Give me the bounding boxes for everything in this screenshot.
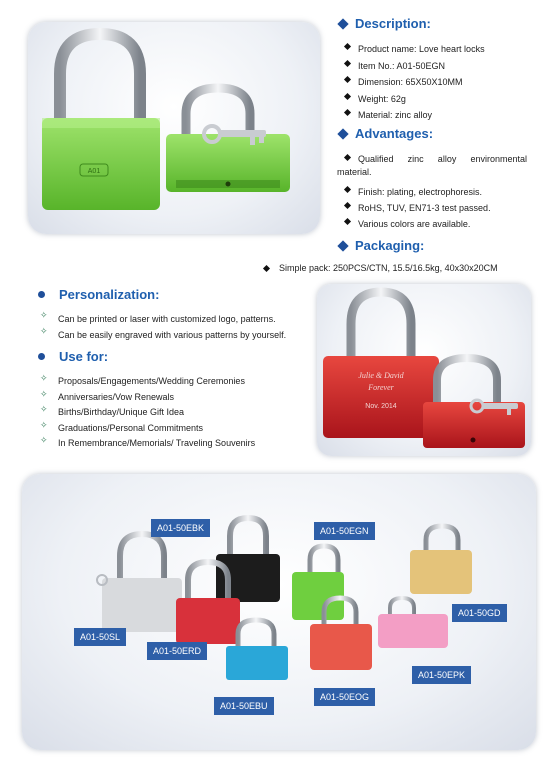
diamond-bullet-icon: [337, 240, 348, 251]
lock-logo: A01: [87, 168, 101, 175]
advantages-heading: Advantages:: [339, 126, 433, 141]
personalization-heading: Personalization:: [38, 287, 159, 302]
list-item: Weight: 62g: [345, 91, 545, 108]
red-lock-illustration: [317, 284, 531, 456]
sparkle-icon: ✧: [40, 435, 48, 445]
list-item: ✧ Anniversaries/Vow Renewals: [40, 388, 175, 402]
advantage-item-1: Qualified zinc alloy environmental: [345, 152, 527, 166]
diamond-bullet-icon: [337, 18, 348, 29]
bullet-icon: [344, 154, 351, 161]
list-item: Finish: plating, electrophoresis.: [345, 184, 545, 200]
green-lock-illustration: [28, 22, 320, 234]
sparkle-icon: ✧: [40, 326, 48, 336]
packaging-heading: Packaging:: [339, 238, 424, 253]
dot-bullet-icon: [38, 291, 45, 298]
list-item: Material: zinc alloy: [345, 107, 545, 124]
list-item: ✧ In Remembrance/Memorials/ Traveling Souvenirs: [40, 435, 256, 448]
variant-tag-epk: A01-50EPK: [412, 666, 471, 684]
variant-tag-sl: A01-50SL: [74, 628, 126, 646]
bullet-icon: [344, 202, 351, 209]
engraving-line-1: Julie & David: [358, 371, 404, 380]
sparkle-icon: ✧: [40, 373, 48, 383]
variant-tag-eog: A01-50EOG: [314, 688, 375, 706]
list-item: RoHS, TUV, EN71-3 test passed.: [345, 200, 545, 216]
bullet-icon: [344, 109, 351, 116]
variant-tag-egn: A01-50EGN: [314, 522, 375, 540]
list-item: ✧ Proposals/Engagements/Wedding Ceremonies: [40, 373, 245, 386]
advantage-item-1-cont: material.: [337, 167, 372, 177]
engraving-line-2: Forever: [368, 383, 394, 392]
use-for-list: [40, 374, 320, 452]
packaging-line: Simple pack: 250PCS/CTN, 15.5/16.5kg, 40x30x20CM: [264, 263, 498, 273]
sparkle-icon: ✧: [40, 310, 48, 320]
list-item: ✧ Can be printed or laser with customized logo, patterns.: [40, 310, 276, 324]
product-photo-green: [28, 22, 320, 234]
list-item: Dimension: 65X50X10MM: [345, 74, 545, 91]
sparkle-icon: ✧: [40, 419, 48, 430]
description-list: [345, 41, 545, 124]
personalization-list: [40, 311, 320, 343]
lock-silver: [102, 578, 182, 632]
advantages-list: [345, 184, 545, 232]
diamond-bullet-icon: [337, 128, 348, 139]
lock-pink: [378, 614, 448, 648]
sparkle-icon: ✧: [40, 404, 48, 414]
list-item: Various colors are available.: [345, 216, 545, 232]
list-item: Product name: Love heart locks: [345, 41, 545, 58]
description-heading: Description:: [339, 16, 431, 31]
variant-tag-gd: A01-50GD: [452, 604, 507, 622]
variant-tag-ebk: A01-50EBK: [151, 519, 210, 537]
bullet-icon: [344, 43, 351, 50]
variant-tag-ebu: A01-50EBU: [214, 697, 274, 715]
list-item: ✧ Can be easily engraved with various patterns by yourself.: [40, 326, 287, 340]
list-item: ✧ Graduations/Personal Commitments: [40, 419, 204, 433]
bullet-icon: [344, 59, 351, 66]
lock-red: [176, 598, 240, 644]
bullet-icon: [344, 186, 351, 193]
use-for-heading: Use for:: [38, 349, 108, 364]
list-item: Item No.: A01-50EGN: [345, 58, 545, 75]
lock-gold: [410, 550, 472, 594]
sparkle-icon: ✧: [40, 388, 48, 399]
variant-tag-erd: A01-50ERD: [147, 642, 207, 660]
bullet-icon: [344, 92, 351, 99]
bullet-icon: [344, 76, 351, 83]
bullet-icon: [263, 264, 270, 271]
product-photo-red: [317, 284, 531, 456]
lock-orange: [310, 624, 372, 670]
dot-bullet-icon: [38, 353, 45, 360]
lock-blue: [226, 646, 288, 680]
bullet-icon: [344, 218, 351, 225]
engraving-line-3: Nov. 2014: [365, 403, 397, 410]
list-item: ✧ Births/Birthday/Unique Gift Idea: [40, 404, 185, 417]
